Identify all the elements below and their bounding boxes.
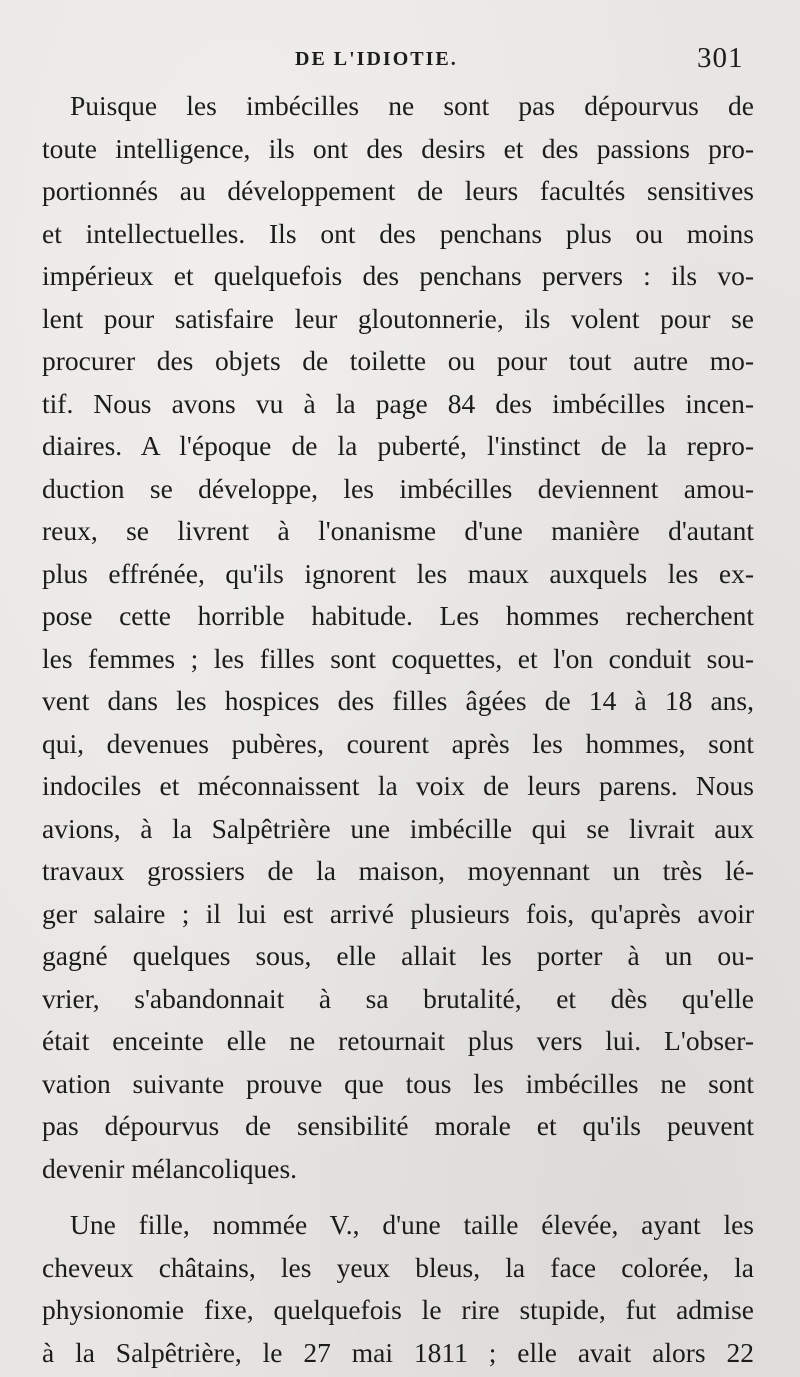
text-line: était enceinte elle ne retournait plus vers lui. L'obser- (42, 1025, 754, 1056)
text-line: physionomie fixe, quelquefois le rire stupide, fut admise (42, 1294, 754, 1325)
text-line: vent dans les hospices des filles âgées de 14 à 18 ans, (42, 685, 754, 716)
page-number: 301 (697, 42, 744, 74)
paragraph-gap (42, 1190, 762, 1204)
running-head: DE L'IDIOTIE. (295, 48, 458, 70)
text-line: gagné quelques sous, elle allait les porter à un ou- (42, 940, 754, 971)
text-line: qui, devenues pubères, courent après les hommes, sont (42, 727, 754, 759)
text-line: duction se développe, les imbécilles deviennent amou- (42, 472, 754, 504)
text-line: pose cette horrible habitude. Les hommes recherchent (42, 600, 754, 631)
text-line: et intellectuelles. Ils ont des penchans plus ou moins (42, 217, 754, 249)
text-line: procurer des objets de toilette ou pour tout autre mo- (42, 345, 754, 376)
text-line: lent pour satisfaire leur gloutonnerie, ils volent pour se (42, 302, 754, 334)
text-line: à la Salpêtrière, le 27 mai 1811 ; elle avait alors 22 (42, 1336, 754, 1368)
text-line: diaires. A l'époque de la puberté, l'instinct de la repro- (42, 430, 754, 461)
text-line: tif. Nous avons vu à la page 84 des imbécilles incen- (42, 387, 754, 419)
body-text (42, 85, 762, 1374)
text-line: portionnés au développement de leurs facultés sensitives (42, 175, 754, 206)
text-line: impérieux et quelquefois des penchans pervers : ils vo- (42, 260, 754, 291)
text-line: avions, à la Salpêtrière une imbécille qui se livrait aux (42, 812, 754, 844)
text-line: les femmes ; les filles sont coquettes, et l'on conduit sou- (42, 642, 754, 674)
text-line: reux, se livrent à l'onanisme d'une manière d'autant (42, 515, 754, 546)
text-line: devenir mélancoliques. (42, 1152, 298, 1184)
text-line: pas dépourvus de sensibilité morale et qu'ils peuvent (42, 1110, 754, 1141)
text-line: plus effrénée, qu'ils ignorent les maux auxquels les ex- (42, 557, 754, 589)
text-line: indociles et méconnaissent la voix de leurs parens. Nous (42, 770, 754, 801)
text-line: ger salaire ; il lui est arrivé plusieurs fois, qu'après avoir (42, 897, 754, 929)
page-header (0, 42, 800, 82)
text-line: cheveux châtains, les yeux bleus, la face colorée, la (42, 1251, 754, 1283)
text-line: vrier, s'abandonnait à sa brutalité, et dès qu'elle (42, 982, 754, 1014)
text-line: Puisque les imbécilles ne sont pas dépourvus de (70, 90, 754, 121)
paragraph (42, 1204, 762, 1374)
text-line: vation suivante prouve que tous les imbécilles ne sont (42, 1067, 754, 1099)
text-line: toute intelligence, ils ont des desirs et des passions pro- (42, 132, 754, 164)
text-line: Une fille, nommée V., d'une taille élevée, ayant les (70, 1209, 754, 1240)
paragraph (42, 85, 762, 1190)
text-line: travaux grossiers de la maison, moyennant un très lé- (42, 855, 754, 886)
